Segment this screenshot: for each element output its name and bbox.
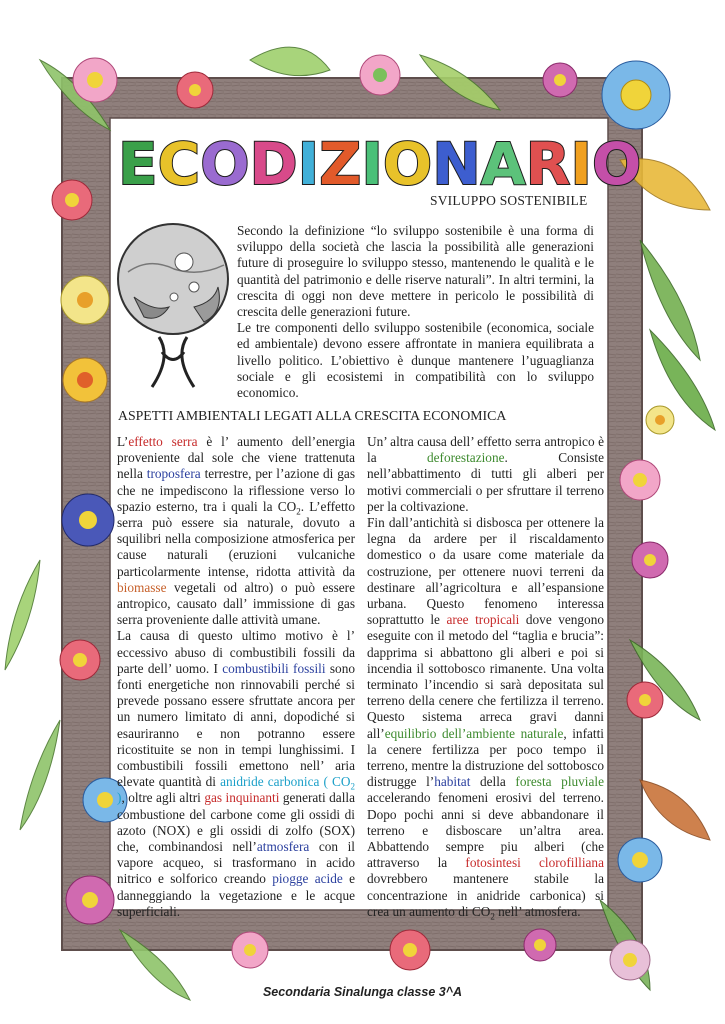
title-letter: E — [118, 130, 158, 198]
subtitle: SVILUPPO SOSTENIBILE — [430, 193, 588, 208]
right-paragraph-1: Un’ altra causa dell’ effetto serra antropico è la deforestazione. Consiste nell’abbattimento di tutti gli alberi per motivi commerciali o per sfruttare il terreno per la coltivazione. — [367, 434, 604, 514]
section-heading: ASPETTI AMBIENTALI LEGATI ALLA CRESCITA ECONOMICA — [118, 408, 507, 423]
keyword-aree-tropicali: aree tropicali — [446, 612, 520, 628]
title-letter: N — [432, 130, 481, 198]
page-title — [118, 128, 642, 200]
keyword-biomasse: biomasse — [117, 579, 167, 595]
title-letter: I — [570, 130, 592, 198]
left-paragraph-2: La causa di questo ultimo motivo è l’ eccessivo abuso di combustibili fossili da parte dell’ uomo. I combustibili fossili sono fonti energetiche non rinnovabili perché si prevede possano essere sfruttate ancora per un numero limitato di anni, dopodiché si esauriranno e non potranno essere ricostituite se non in tempi lunghissimi. I combustibili fossili emettono nell’ aria elevate quantità di anidride carbonica ( $CO_2$ ), oltre agli altri gas inquinanti generati dalla combustione del carbone come gli ossidi di azoto (NOX) e gli ossidi di zolfo (SOX) che, combinandosi nell’atmosfera con il vapore acqueo, si trasformano in acido nitrico e solforico creando piogge acide e danneggiando la vegetazione e le acque superficiali. — [117, 628, 355, 919]
intro-text — [237, 223, 594, 401]
keyword-fotosintesi: fotosintesi clorofilliana — [465, 855, 604, 871]
title-letters — [118, 128, 642, 200]
keyword-equilibrio: equilibrio dell’ambiente naturale — [384, 725, 564, 741]
title-letter: I — [297, 130, 320, 198]
keyword-anidride-carbonica: anidride carbonica ( $CO_2$ ) — [117, 774, 355, 806]
keyword-habitat: habitat — [434, 774, 471, 790]
title-letter: R — [525, 130, 571, 198]
keyword-deforestazione: deforestazione — [426, 450, 505, 466]
keyword-atmosfera: atmosfera — [256, 839, 310, 855]
title-letter: I — [361, 130, 383, 198]
title-letter: A — [480, 130, 526, 198]
title-letter: O — [200, 130, 250, 198]
keyword-troposfera: troposfera — [146, 466, 201, 482]
title-letter: Z — [319, 130, 362, 198]
keyword-piogge-acide: piogge acide — [272, 871, 343, 887]
title-letter: O — [382, 130, 433, 198]
left-paragraph-1: L’effetto serra è l’ aumento dell’energia proveniente dal sole che viene trattenuta nella troposfera terrestre, per l’azione di gas che ne impediscono la riflessione verso lo spazio esterno, tra i quali la $CO_2$. L’effetto serra può essere sia naturale, dovuto a squilibri nella composizione atmosferica per cause naturali (eruzioni vulcaniche particolarmente intense, ridotta attività da biomasse vegetali od altro) o può essere antropico, causato dall’ immissione di gas serra proveniente dalle attività umane. — [117, 434, 356, 628]
keyword-gas-inquinanti: gas inquinanti — [204, 790, 280, 806]
globe-illustration — [114, 217, 232, 395]
title-letter: O — [591, 130, 642, 198]
keyword-effetto-serra: effetto serra — [128, 434, 198, 449]
right-column — [367, 434, 604, 920]
right-paragraph-2: Fin dall’antichità si disbosca per ottenere la legna da ardere per il riscaldamento domestico o da usare come materiale da costruzione, per ottenere nuovi terreni da destinare all’agricoltura e all’espansione urbana. Questo fenomeno interessa soprattutto le aree tropicali dove vengono eseguite con il metodo del “taglia e brucia”: dapprima si abbattono gli alberi e poi si incendia il sottobosco rimanente. Una volta terminato l’incendio si sarà depositata sul terreno della cenere che fertilizza il terreno. Questo sistema arreca gravi danni all’equilibrio dell’ambiente naturale, infatti la cenere fertilizza per poco tempo il terreno, mentre la distruzione del sottobosco distrugge l’habitat della foresta pluviale accelerando fenomeni erosivi del terreno. Dopo pochi anni si deve abbandonare il terreno e disboscare un’altra area. Abbattendo sempre piu alberi (che attraverso la fotosintesi clorofilliana dovrebbero mantenere stabile la concentrazione in anidride carbonica) si crea un aumento di $CO_2$ nell’ atmosfera. — [367, 515, 605, 922]
left-column — [117, 434, 355, 920]
footer-credit: Secondaria Sinalunga classe 3^A — [262, 985, 463, 999]
intro-paragraph-2: Le tre componenti dello sviluppo sostenibile (economica, sociale ed ambientale) devono essere affrontate in maniera equilibrata a livello politico. L’obiettivo è dunque mantenere l’uguaglianza sociale e gli ecosistemi in compatibilità con lo sviluppo economico. — [237, 320, 594, 401]
title-letter: D — [249, 130, 298, 198]
intro-paragraph-1: Secondo la definizione “lo sviluppo sostenibile è una forma di sviluppo della società che lascia la possibilità alle generazioni future di proseguire lo sviluppo stesso, mantenendo le qualità e le quantità del patrimonio e delle riserve naturali”. In altri termini, la crescita di oggi non deve mettere in pericolo le possibilità di crescita delle generazioni future. — [237, 223, 594, 320]
title-letter: C — [157, 130, 201, 198]
keyword-combustibili-fossili: combustibili fossili — [222, 660, 326, 676]
keyword-foresta-pluviale: foresta pluviale — [515, 774, 604, 790]
